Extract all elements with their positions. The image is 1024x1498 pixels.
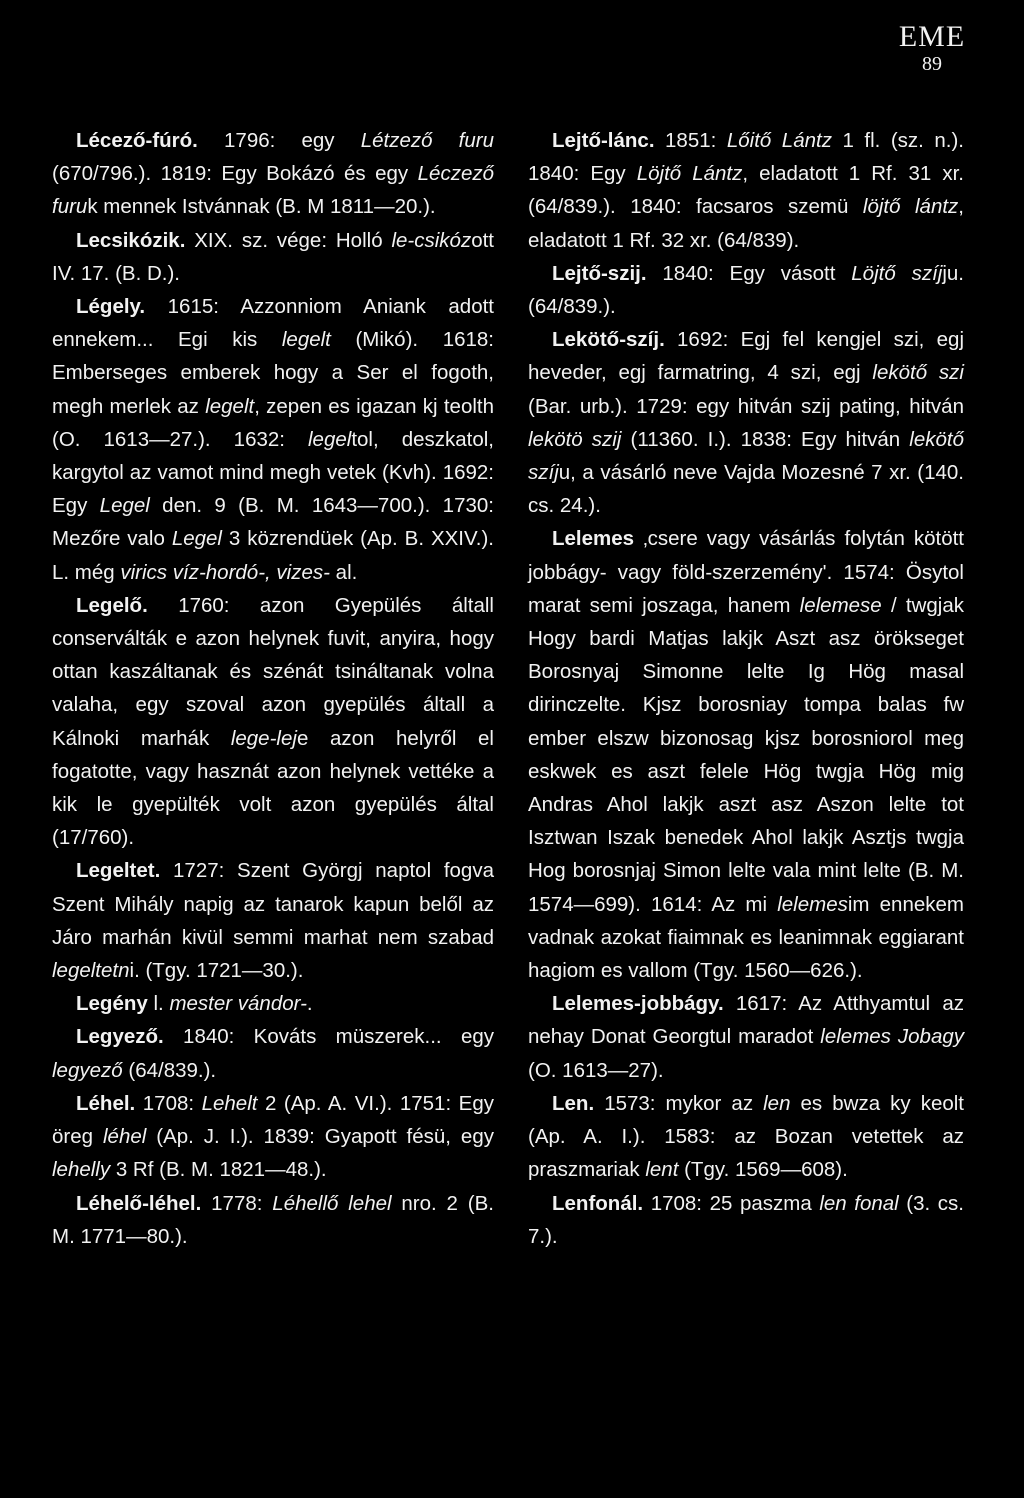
entry-text: XIX. sz. vége: Holló	[185, 228, 392, 252]
entry-headword: Lekötő-szíj.	[552, 328, 665, 352]
quoted-word: len fonal	[819, 1191, 899, 1215]
dictionary-entry	[52, 290, 494, 589]
entry-headword: Lejtő-szij.	[552, 261, 647, 285]
entry-text: 3 közrendüek (Ap. B. XXIV.). L. még	[52, 527, 494, 584]
quoted-word: Löjtő Lántz	[636, 162, 743, 186]
quoted-word: legelt	[205, 394, 255, 418]
dictionary-entry	[52, 124, 494, 224]
entry-text: , zepen es igazan kj teolth (O. 1613—27.). 1632:	[52, 394, 494, 451]
right-column	[528, 124, 964, 1253]
publisher-signature: EME	[898, 20, 966, 53]
entry-text: 1778:	[201, 1191, 273, 1215]
entry-text: 1 fl. (sz. n.). 1840: Egy	[528, 129, 964, 186]
entry-text: 3 Rf (B. M. 1821—48.).	[110, 1158, 327, 1182]
entry-headword: Lejtő-lánc.	[552, 129, 655, 152]
quoted-word: mester vándor-	[169, 992, 307, 1016]
entry-headword: Legény	[76, 992, 148, 1016]
quoted-word: len	[763, 1091, 791, 1115]
quoted-word: le-csikóz	[391, 228, 472, 252]
quoted-word: virics víz-hordó-, vizes-	[120, 560, 330, 584]
quoted-word: Léhellő lehel	[272, 1191, 392, 1215]
entry-text: , eladatott 1 Rf. 32 xr. (64/839).	[528, 195, 964, 252]
entry-text: den. 9 (B. M. 1643—700.). 1730: Mezőre valo	[52, 494, 494, 551]
entry-text: , eladatott 1 Rf. 31 xr. (64/839.). 1840: facsaros szemü	[528, 162, 964, 219]
entry-text: ‚csere vagy vásárlás folytán kötött jobbágy- vagy föld-szerzemény'. 1574: Ösytol marat semi joszaga, hanem	[528, 527, 964, 617]
entry-text: 1760: azon Gyepülés általl conserválták e azon helynek fuvit, anyira, hogy ottan kaszáltanak és szénát tsináltanak volna valaha, egy szoval azon gyepülés általl a Kálnoki marhák	[52, 593, 494, 750]
dictionary-entry	[528, 323, 964, 522]
quoted-word: léhel	[102, 1125, 147, 1149]
entry-text: (Ap. J. I.). 1839: Gyapott fésü, egy	[146, 1125, 494, 1149]
dictionary-entry	[528, 522, 964, 987]
quoted-word: löjtő lántz	[862, 195, 959, 219]
quoted-word: Léczező furu	[52, 162, 494, 219]
entry-text: 1615: Azzonniom Aniank adott ennekem... Egi kis	[52, 295, 494, 352]
entry-text: 1708: 25 paszma	[643, 1191, 820, 1215]
dictionary-entry	[52, 1087, 494, 1187]
entry-text: 1840: Egy vásott	[646, 261, 852, 285]
entry-text: al.	[329, 560, 358, 584]
entry-text: ott IV. 17. (B. D.).	[52, 228, 494, 285]
entry-headword: Lenfonál.	[552, 1191, 644, 1215]
entry-text: 1840: Kováts müszerek... egy	[163, 1025, 494, 1049]
quoted-word: legeltetn	[52, 959, 130, 983]
dictionary-entry	[52, 987, 494, 1020]
entry-text: 1796: egy	[197, 129, 361, 152]
entry-headword: Lecsikózik.	[76, 228, 186, 252]
entry-text: (670/796.). 1819: Egy Bokázó és egy	[52, 162, 418, 186]
quoted-word: lege-lej	[230, 726, 297, 750]
quoted-word: lekötö szij	[528, 427, 622, 451]
entry-text: i. (Tgy. 1721—30.).	[129, 959, 304, 983]
quoted-word: Lőitő Lántz	[726, 129, 832, 152]
entry-headword: Légely.	[76, 295, 146, 319]
entry-headword: Léhelő-léhel.	[76, 1191, 202, 1215]
entry-headword: Lelemes	[552, 527, 635, 551]
quoted-word: Legel	[171, 527, 222, 551]
dictionary-entry	[528, 1087, 964, 1187]
quoted-word: lent	[645, 1158, 679, 1182]
entry-text: 1851:	[654, 129, 727, 152]
quoted-word: legelt	[281, 328, 331, 352]
page-number: 89	[922, 53, 942, 75]
entry-text: (Mikó). 1618: Emberseges emberek hogy a Ser el fogoth, megh merlek az	[52, 328, 494, 418]
dictionary-entry	[528, 257, 964, 323]
entry-text: im ennekem vadnak azokat fiaimnak es leanimnak eggiarant hagiom es vallom (Tgy. 1560—626.).	[528, 892, 964, 983]
quoted-word: Létzező furu	[360, 129, 494, 152]
quoted-word: lekötő szi	[872, 361, 964, 385]
dictionary-entry	[52, 224, 494, 290]
entry-headword: Lelemes-jobbágy.	[552, 992, 724, 1016]
quoted-word: lehelly	[52, 1158, 111, 1182]
entry-text: nro. 2 (B. M. 1771—80.).	[52, 1191, 494, 1248]
entry-text: 1692: Egj fel kengjel szi, egj heveder, egj farmatring, 4 szi, egj	[528, 328, 964, 385]
entry-text: 1573: mykor az	[594, 1091, 764, 1115]
entry-text: ju. (64/839.).	[528, 261, 964, 319]
quoted-word: Löjtő szíj	[851, 261, 943, 285]
entry-text: u, a vásárló neve Vajda Mozesné 7 xr. (140. cs. 24.).	[528, 461, 964, 518]
page-header	[882, 22, 982, 74]
quoted-word: Legel	[99, 494, 150, 518]
entry-text: 1708:	[135, 1091, 202, 1115]
entry-text: e azon helyről el fogatotte, vagy hasznát azon helynek vettéke a kik le gyepülték volt azon gyepülés által (17/760).	[52, 726, 494, 850]
dictionary-entry	[528, 987, 964, 1087]
entry-text: (11360. I.). 1838: Egy hitván	[621, 427, 910, 451]
dictionary-entry	[52, 1187, 494, 1253]
entry-text: (Tgy. 1569—608).	[678, 1158, 848, 1182]
entry-headword: Legyező.	[76, 1025, 164, 1049]
entry-text: es bwza ky keolt (Ap. A. I.). 1583: az Bozan vetettek az praszmariak	[528, 1091, 964, 1182]
dictionary-entry	[528, 124, 964, 257]
quoted-word: Lehelt	[201, 1091, 258, 1115]
quoted-word: legel	[308, 427, 352, 451]
entry-text: .	[306, 992, 313, 1016]
entry-text: (3. cs. 7.).	[528, 1191, 964, 1248]
entry-headword: Lécező-fúró.	[76, 129, 198, 152]
quoted-word: lekötő szíj	[528, 427, 964, 485]
entry-text: k mennek Istvánnak (B. M 1811—20.).	[87, 195, 436, 219]
dictionary-entry	[528, 1187, 964, 1253]
quoted-word: lelemes	[777, 892, 848, 916]
entry-text: 1727: Szent Györgj naptol fogva Szent Mihály napig az tanarok kapun belől az Járo marhán kivül semmi marhat nem szabad	[52, 859, 494, 949]
quoted-word: lelemes Jobagy	[820, 1025, 964, 1049]
dictionary-entry	[52, 854, 494, 987]
entry-text: 1617: Az Atthyamtul az nehay Donat Georgtul maradot	[528, 992, 964, 1049]
entry-text: (64/839.).	[122, 1058, 217, 1082]
quoted-word: lelemese	[799, 593, 882, 617]
entry-text: (O. 1613—27).	[528, 1058, 664, 1082]
dictionary-entry	[52, 1020, 494, 1086]
entry-text: l.	[147, 992, 170, 1016]
quoted-word: legyező	[52, 1058, 123, 1082]
entry-headword: Len.	[552, 1091, 595, 1115]
dictionary-entry	[52, 589, 494, 855]
entry-text: tol, deszkatol, kargytol az vamot mind megh vetek (Kvh). 1692: Egy	[52, 427, 494, 518]
entry-headword: Legeltet.	[76, 859, 161, 883]
entry-headword: Legelő.	[76, 593, 148, 617]
entry-text: / twgjak Hogy bardi Matjas lakjk Aszt asz örökseget Borosnyaj Simonne lelte Ig Hög masal dirinczelte. Kjsz borosniay tompa balas fw ember elszw bizonosag kjsz borosniorol meg eskwek es aszt felele Hög twgja Hög mig Andras Ahol lakjk aszt asz Aszon lelte tot Isztwan Iszak benedek Ahol lakjk Asztjs twgja Hog borosnjaj Simon lelte vala mint lelte (B. M. 1574—699). 1614: Az mi	[528, 593, 964, 916]
entry-text: (Bar. urb.). 1729: egy hitván szij pating, hitván	[528, 394, 964, 418]
left-column	[52, 124, 494, 1253]
entry-headword: Léhel.	[76, 1091, 136, 1115]
entry-text: 2 (Ap. A. VI.). 1751: Egy öreg	[52, 1091, 494, 1149]
